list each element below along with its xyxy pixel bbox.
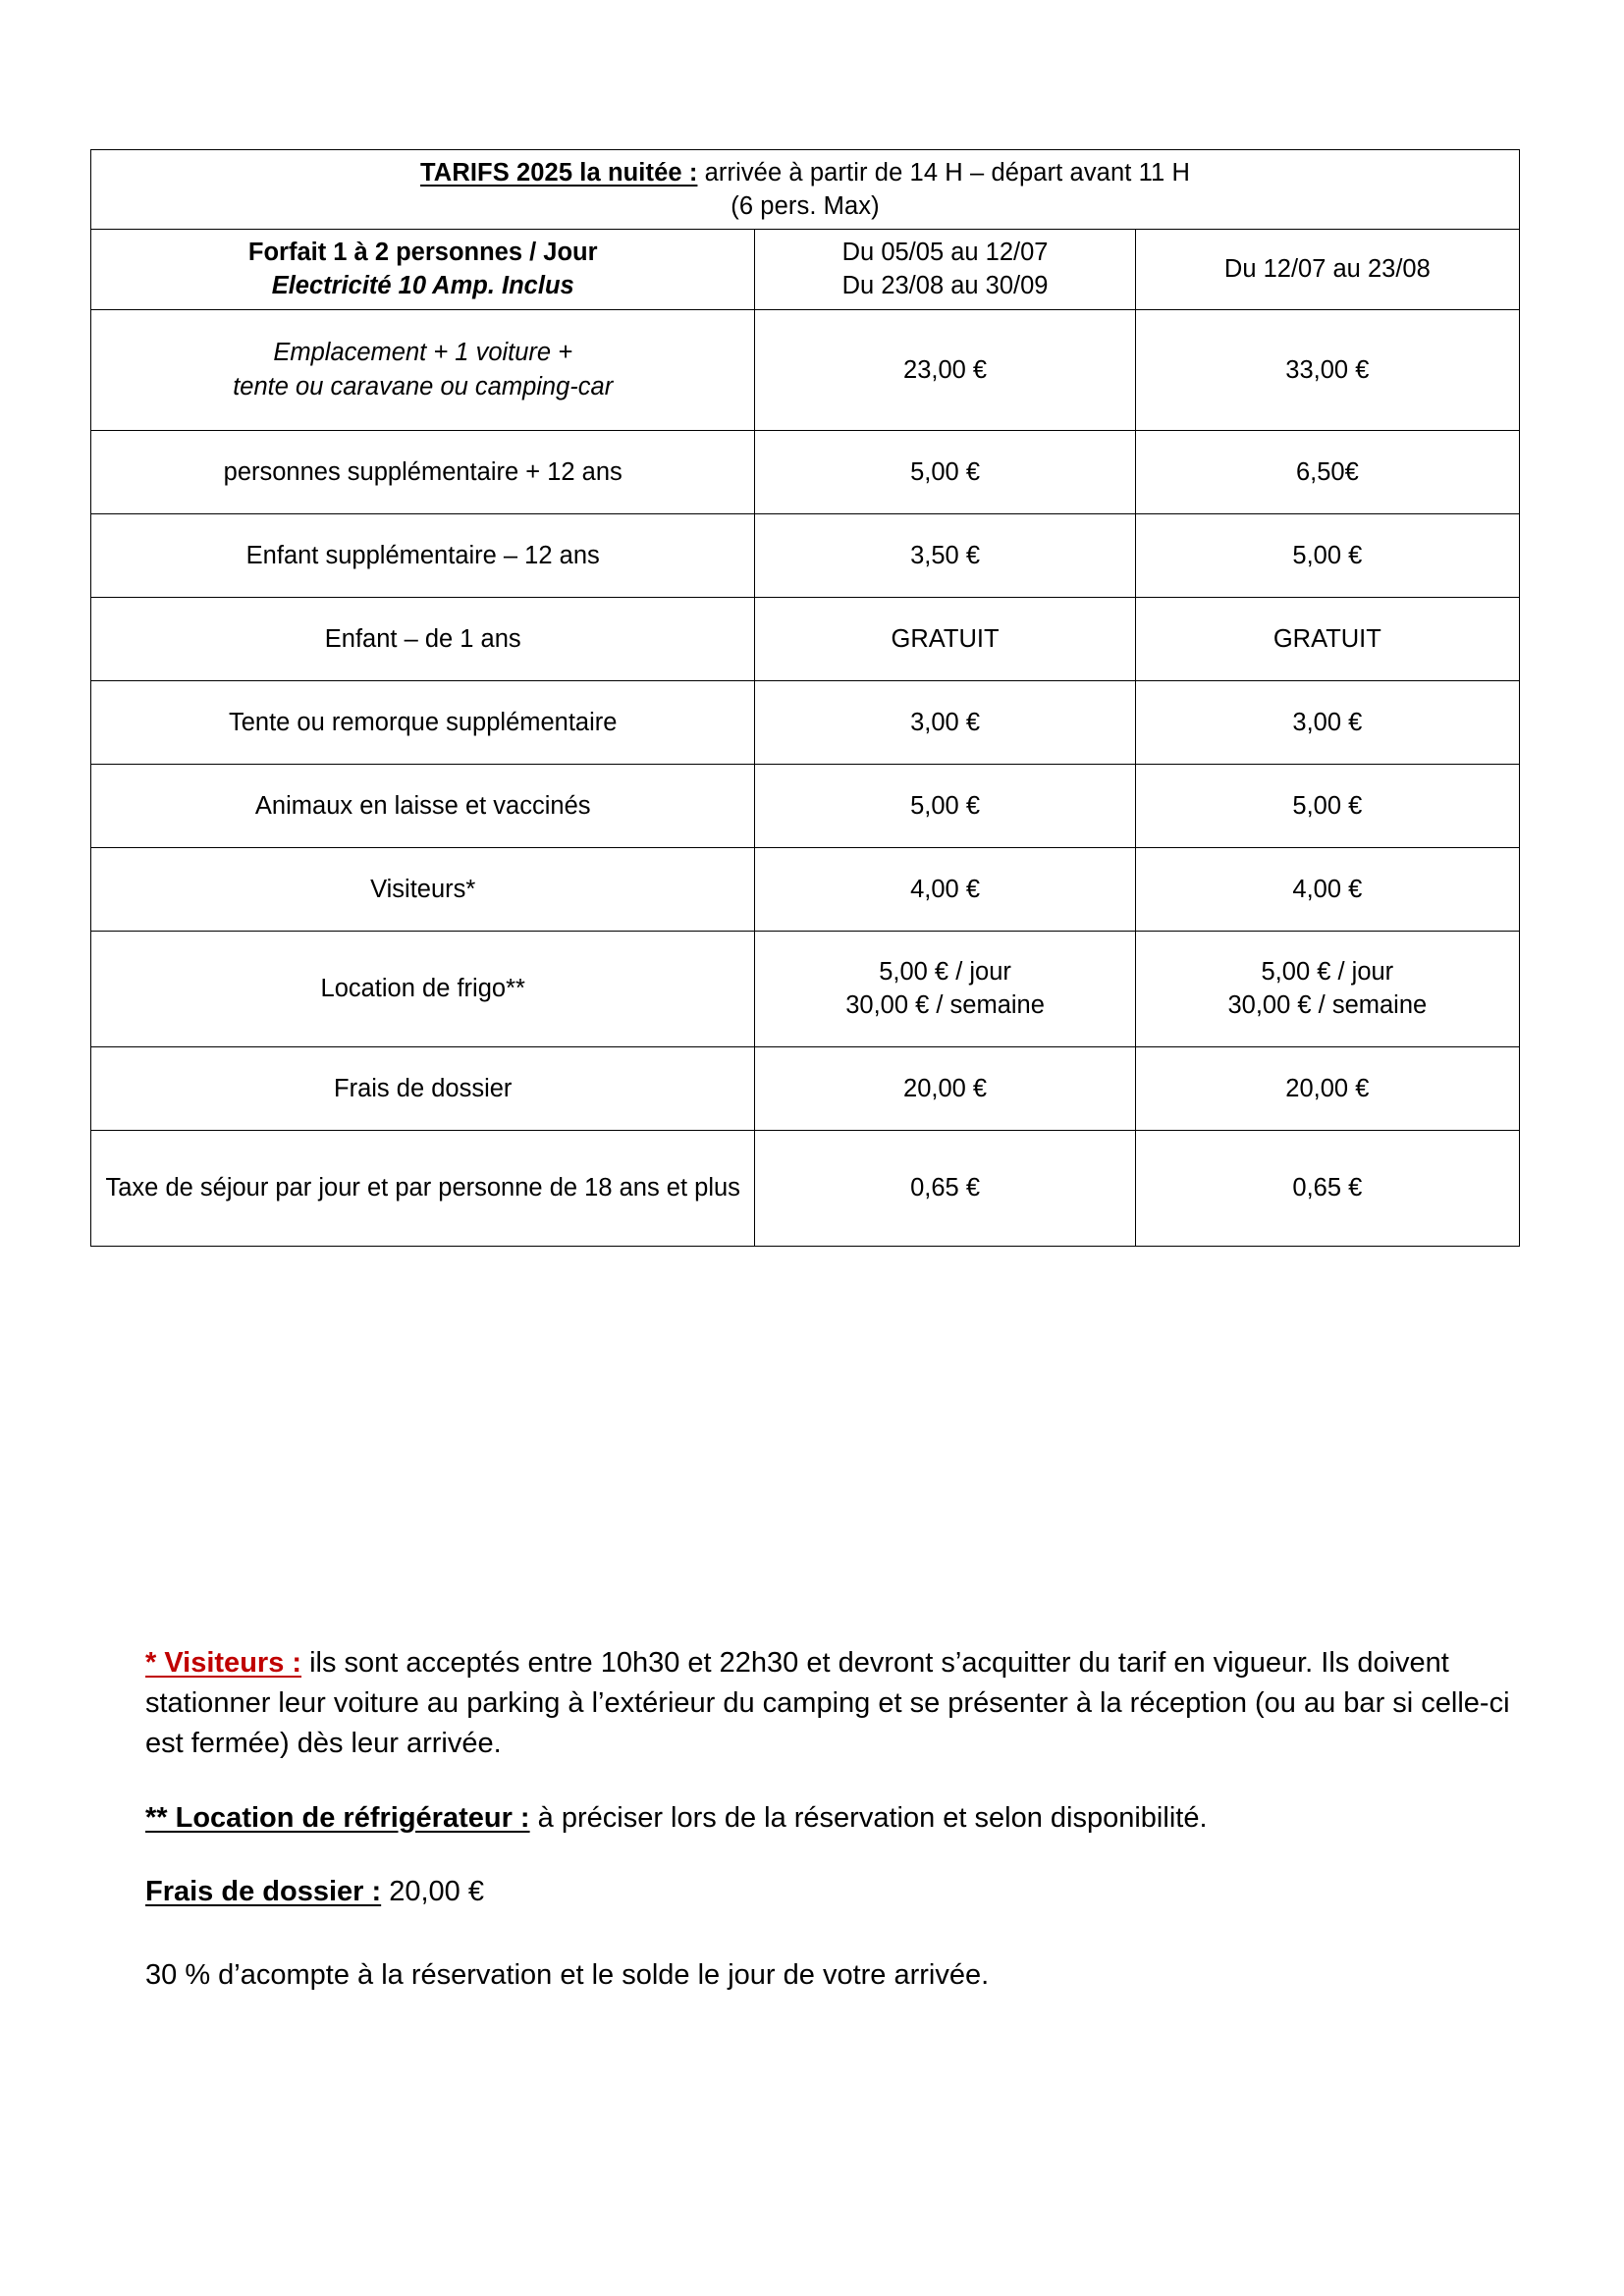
row-price-2: 4,00 € (1135, 847, 1519, 931)
table-row (91, 680, 1520, 764)
note-frais-body: 20,00 € (381, 1875, 484, 1907)
row-label-personnes-sup: personnes supplémentaire + 12 ans (91, 430, 755, 513)
header-period-2-line1: Du 12/07 au 23/08 (1223, 255, 1431, 284)
row-price-2: 0,65 € (1135, 1130, 1519, 1246)
title-line2: (6 pers. Max) (731, 192, 880, 221)
note-frais-lead: Frais de dossier : (145, 1875, 382, 1907)
row-label-line1: Emplacement + 1 voiture + (273, 339, 573, 367)
header-period-1-line1: Du 05/05 au 12/07 (841, 239, 1049, 267)
row-label-line2: 18 ans et plus (584, 1174, 740, 1202)
note-frais-dossier (145, 1872, 1524, 1912)
row-label-enfant-1an: Enfant – de 1 ans (91, 597, 755, 680)
row-price-1: 20,00 € (755, 1046, 1135, 1130)
title-prefix: TARIFS 2025 la nuitée : (420, 159, 698, 187)
row-price-1: GRATUIT (755, 597, 1135, 680)
row-price-2: 20,00 € (1135, 1046, 1519, 1130)
row-price-1: 23,00 € (755, 309, 1135, 430)
row-price-1: 3,00 € (755, 680, 1135, 764)
table-title-row (91, 150, 1520, 230)
row-label-frais-dossier: Frais de dossier (91, 1046, 755, 1130)
row-label-enfant-sup: Enfant supplémentaire – 12 ans (91, 513, 755, 597)
row-price-2: 5,00 € (1135, 513, 1519, 597)
row-price-2: GRATUIT (1135, 597, 1519, 680)
table-header-row (91, 230, 1520, 309)
note-visiteurs (145, 1643, 1524, 1765)
row-label-taxe-sejour (91, 1130, 755, 1246)
table-row (91, 1130, 1520, 1246)
header-forfait-line1: Forfait 1 à 2 personnes / Jour (247, 239, 598, 267)
header-period-1 (755, 230, 1135, 309)
note-frigo-lead: ** Location de réfrigérateur : (145, 1801, 530, 1834)
row-price-1: 5,00 € (755, 430, 1135, 513)
table-row (91, 1046, 1520, 1130)
note-frigo (145, 1798, 1524, 1839)
row-price-2: 5,00 € (1135, 764, 1519, 847)
table-row (91, 597, 1520, 680)
notes-section (145, 1643, 1524, 1996)
row-price-1 (755, 931, 1135, 1046)
row-price-2: 3,00 € (1135, 680, 1519, 764)
note-acompte: 30 % d’acompte à la réservation et le solde le jour de votre arrivée. (145, 1958, 990, 1991)
row-price-1: 0,65 € (755, 1130, 1135, 1246)
title-rest: arrivée à partir de 14 H – départ avant 11 H (697, 159, 1190, 187)
row-price-2: 6,50€ (1135, 430, 1519, 513)
row-label-visiteurs: Visiteurs* (91, 847, 755, 931)
row-price-1: 4,00 € (755, 847, 1135, 931)
table-row (91, 931, 1520, 1046)
row-price-2 (1135, 931, 1519, 1046)
table-row (91, 847, 1520, 931)
table-row (91, 430, 1520, 513)
page-title (91, 150, 1520, 230)
row-label-line2: tente ou caravane ou camping-car (233, 372, 614, 400)
row-price-1-line2: 30,00 € / semaine (845, 991, 1045, 1020)
table-row (91, 764, 1520, 847)
tariff-table (90, 149, 1520, 1247)
row-price-2-line1: 5,00 € / jour (1261, 957, 1394, 986)
row-price-2: 33,00 € (1135, 309, 1519, 430)
header-period-2 (1135, 230, 1519, 309)
row-label-tente-remorque: Tente ou remorque supplémentaire (91, 680, 755, 764)
row-price-2-line2: 30,00 € / semaine (1227, 991, 1428, 1020)
row-price-1-line1: 5,00 € / jour (879, 957, 1011, 986)
row-label-emplacement (91, 309, 755, 430)
table-row (91, 513, 1520, 597)
table-row (91, 309, 1520, 430)
header-period-1-line2: Du 23/08 au 30/09 (841, 272, 1049, 300)
row-label-animaux: Animaux en laisse et vaccinés (91, 764, 755, 847)
header-forfait-label (91, 230, 755, 309)
note-visiteurs-body: ils sont acceptés entre 10h30 et 22h30 et devront s’acquitter du tarif en vigueur. Ils doivent stationner leur voiture au parking à l’extérieur du camping et se présenter à la réception (ou au bar si celle-ci est fermée) dès leur arrivée. (145, 1647, 1510, 1760)
row-label-line1: Taxe de séjour par jour et par personne de (105, 1174, 578, 1202)
row-price-1: 5,00 € (755, 764, 1135, 847)
row-label-frigo: Location de frigo** (91, 931, 755, 1046)
row-price-1: 3,50 € (755, 513, 1135, 597)
note-frigo-body: à préciser lors de la réservation et selon disponibilité. (529, 1801, 1208, 1834)
header-forfait-line2: Electricité 10 Amp. Inclus (271, 272, 574, 300)
note-visiteurs-lead: * Visiteurs : (145, 1647, 302, 1679)
